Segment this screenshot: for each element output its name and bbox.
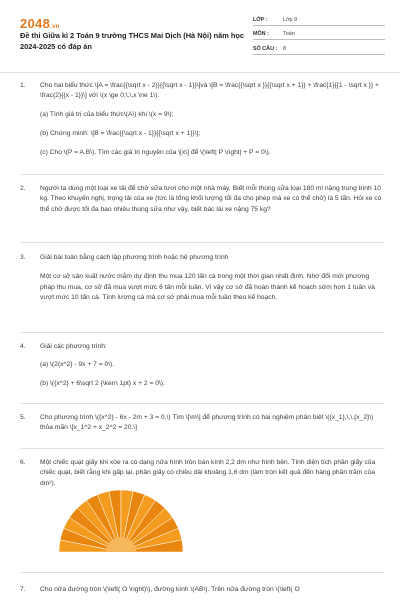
meta-row-subject [253, 26, 385, 41]
meta-value: Lớp 9 [283, 16, 298, 23]
paper-fan-illustration [58, 488, 184, 552]
meta-value: Toán [283, 31, 295, 37]
site-logo[interactable] [20, 16, 60, 31]
question-7 [20, 585, 385, 595]
question-paragraph: Một cơ sở sản xuất nước mắm dự định thu mua 120 tấn cá trong một thời gian nhất định. Nhờ đổi mới phương pháp thu mua, cơ sở đã mua vượt mức 6 tấn mỗi tuần. Vì vậy cơ sở đã hoàn thành kế hoạch sớm hơn 1 tuần và vượt mức 10 tấn cá. Tính lượng cá mà cơ sở phải mua mỗi tuần theo kế hoạch. [40, 273, 375, 301]
question-number: 5. [20, 414, 26, 421]
question-divider [20, 174, 385, 175]
logo-suffix: .vn [50, 24, 60, 30]
question-subpart-b: (b) Chứng minh: \[B = \frac{{\sqrt x - 1}}{{\sqrt x + 1}}\]; [40, 129, 201, 137]
question-number: 2. [20, 185, 26, 192]
meta-key: SỐ CÂU : [253, 45, 278, 52]
question-number: 4. [20, 343, 26, 350]
question-number: 6. [20, 459, 26, 466]
question-3 [20, 253, 385, 303]
question-text: Người ta dùng một loại xe tải để chở sữa tươi cho một nhà máy. Biết mỗi thùng sữa loại 180 ml nặng trung bình 10 kg. Theo khuyến nghị, trọng tải của xe (tức là tổng khối lượng tối đa cho phép mà xe có thể chở) là 5 tấn. Hỏi xe có thể chở được tối đa bao nhiêu thùng sữa như vậy, biết bác lái xe nặng 75 kg? [40, 185, 382, 213]
question-text: Giải bài toán bằng cách lập phương trình hoặc hệ phương trình [40, 254, 229, 261]
meta-key: MÔN : [253, 31, 269, 37]
question-text: Một chiếc quạt giấy khi xòe ra có dạng nửa hình tròn bán kính 2,2 dm như hình bên. Tính diện tích phần giấy của chiếc quạt, biết rằng khi gấp lại, phần giấy có chiều dài khoảng 1,6 dm (làm tròn kết quả đến hàng phần trăm của dm²). [40, 459, 376, 487]
page-title: Đề thi Giữa kì 2 Toán 9 trường THCS Mai Dịch (Hà Nội) năm học 2024-2025 có đáp án [20, 31, 245, 51]
question-divider [20, 572, 385, 573]
document-header [0, 0, 400, 70]
question-1 [20, 81, 385, 158]
question-5 [20, 413, 385, 434]
question-text: Cho nửa đường tròn \(\left( O \right)\), đường kính \(AB\). Trên nửa đường tròn \(\left( O [40, 586, 300, 593]
question-6 [20, 458, 385, 489]
question-subpart-b: (b) \({x^2} + 6\sqrt 2 {\kern 1pt} x + 2 = 0\). [40, 379, 165, 387]
exam-meta-table [253, 11, 385, 55]
meta-row-question-count [253, 40, 385, 55]
question-divider [20, 403, 385, 404]
question-subpart-a: (a) Tính giá trị của biểu thức\(A\) khi \(x = 9\); [40, 110, 174, 118]
header-divider [0, 72, 400, 73]
question-2 [20, 184, 385, 215]
question-text: Giải các phương trình: [40, 343, 107, 350]
logo-text: 2048 [20, 16, 51, 31]
question-4 [20, 342, 385, 389]
question-divider [20, 242, 385, 243]
question-divider [20, 332, 385, 333]
meta-row-class [253, 11, 385, 26]
question-number: 3. [20, 254, 26, 261]
question-subpart-a: (a) \(2{x^2} - 9x + 7 = 0\). [40, 361, 115, 369]
question-divider [20, 448, 385, 449]
question-subpart-c: (c) Cho \(P = A.B\). Tìm các giá trị nguyên của \[x\] để \(\left| P \right| + P = 0\). [40, 149, 271, 157]
question-number: 1. [20, 82, 26, 89]
question-text: Cho phương trình \({x^2} - 6x - 2m + 3 = 0.\) Tìm \[\m\] để phương trình có hai nghiệm phân biệt \({x_1},\,\,{x_2}\) thỏa mãn \[x_1^2 + x_2^2 = 20.\] [40, 414, 374, 432]
meta-value: 8 [283, 45, 286, 52]
meta-key: LỚP : [253, 16, 268, 23]
question-number: 7. [20, 586, 26, 593]
question-text: Cho hai biểu thức \[A = \frac{{\sqrt x - 2}}{{\sqrt x - 1}}\]và \[B = \frac{{\sqrt x }}{{\sqrt x + 1}} + \frac{1}{{1 - \sqrt x }} + \frac{2}{{x - 1}}\] với \(x \ge 0;\,\,x \ne 1\). [40, 82, 379, 100]
